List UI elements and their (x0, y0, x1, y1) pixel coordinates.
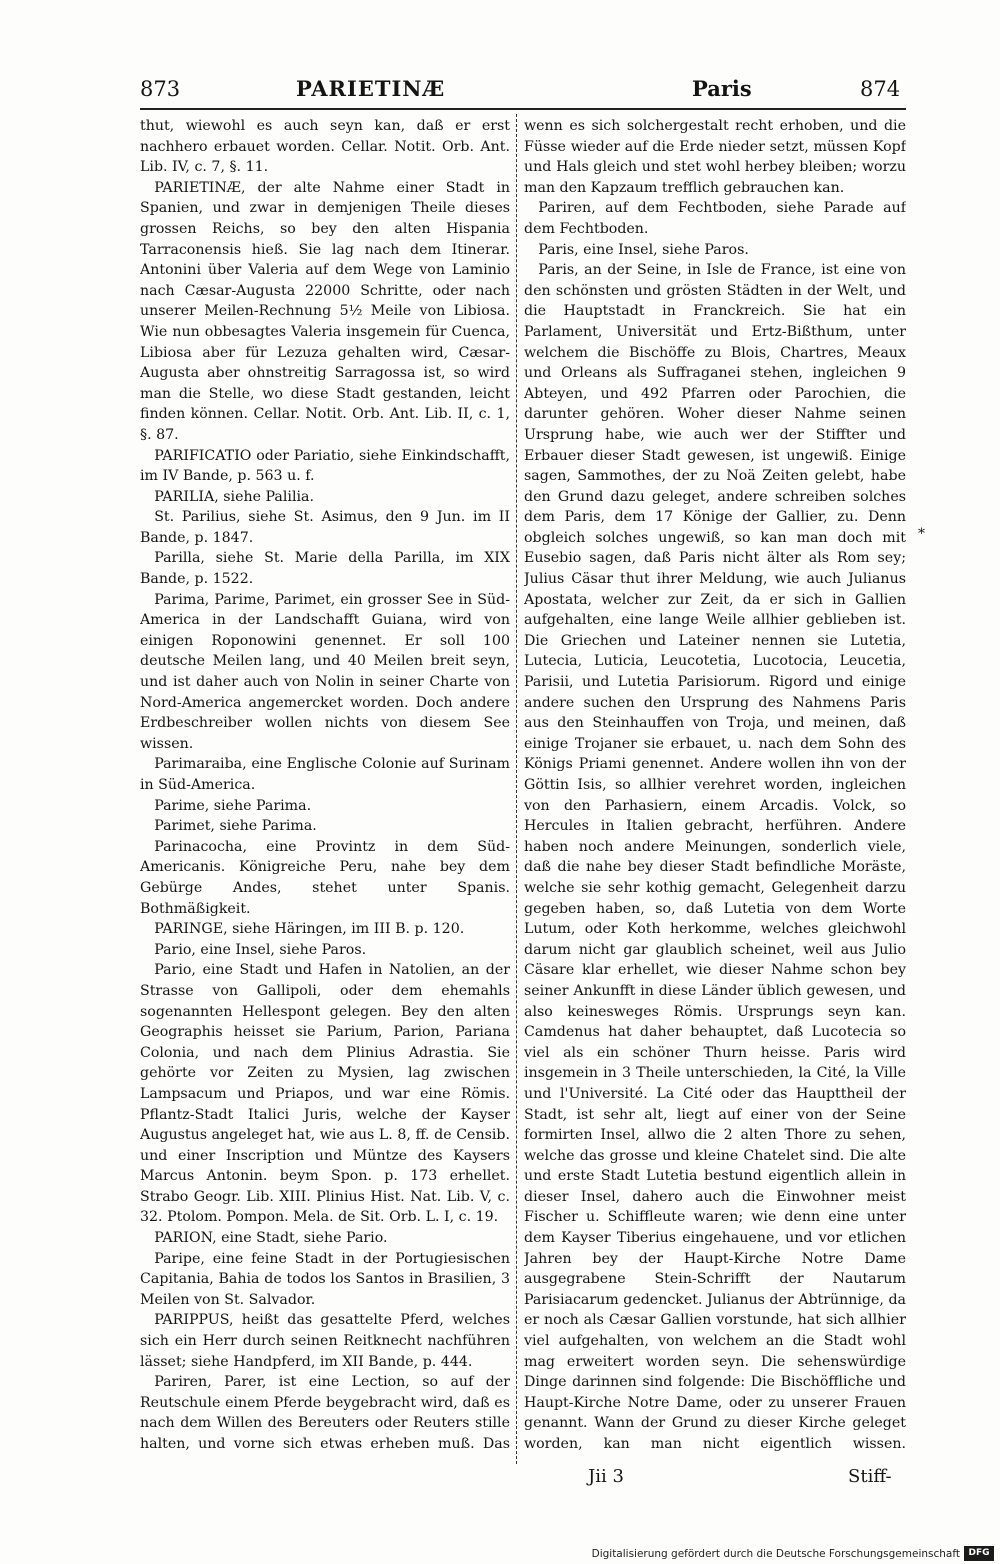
running-head-right: Paris (692, 76, 752, 101)
entry-paragraph: PARIFICATIO oder Pariatio, siehe Einkindschafft, im IV Bande, p. 563 u. f. (140, 447, 510, 485)
left-column (140, 116, 510, 1456)
dfg-logo: DFG (964, 1546, 994, 1561)
entry-paragraph: Pariren, auf dem Fechtboden, siehe Parade auf dem Fechtboden. (524, 200, 906, 237)
entry-paragraph: PARIETINÆ, der alte Nahme einer Stadt in Spanien, und zwar in demjenigen Theile dieses grossen Reichs, so bey den alten Hispania Tarraconensis hieß. Sie lag nach dem Itinerar. Antonini über Valeria auf dem Wege von Laminio nach Cæsar-Augusta 22000 Schritte, oder nach unserer Meilen-Rechnung 5½ Meile von Libiosa. Wie nun obbesagtes Valeria insgemein für Cuenca, Libiosa aber für Lezuza gehalten wird, Cæsar-Augusta aber ohnstreitig Sarragossa ist, so wird man die Stelle, wo diese Stadt gestanden, leicht finden können. Cellar. Notit. Orb. Ant. Lib. II, c. 1, §. 87. (140, 179, 510, 443)
entry-paragraph: PARIPPUS, heißt das gesattelte Pferd, welches sich ein Herr durch seinen Reitknecht nachführen lässet; siehe Handpferd, im XII Bande, p. 444. (140, 1312, 510, 1370)
margin-mark: * (918, 526, 925, 542)
page-number-right: 874 (860, 77, 901, 101)
entry-paragraph: Parimet, siehe Parima. (154, 818, 317, 835)
entry-paragraph: Pario, eine Insel, siehe Paros. (154, 941, 367, 958)
entry-paragraph: Parima, Parime, Parimet, ein grosser See in Süd-America in der Landschafft Guiana, wird von einigen Roponowini genennet. Er soll 100 deutsche Meilen lang, und 40 Meilen breit seyn, und ist daher auch von Nolin in seiner Charte von Nord-America angemercket worden. Doch andere Erdbeschreiber wollen nichts von diesem See wissen. (140, 591, 510, 752)
entry-paragraph: Parilla, siehe St. Marie della Parilla, im XIX Bande, p. 1522. (140, 550, 510, 588)
entry-paragraph: PARINGE, siehe Häringen, im III B. p. 120. (154, 921, 465, 938)
entry-paragraph: Paris, an der Seine, in Isle de France, ist eine von den schönsten und grösten Städten in der Welt, und die Hauptstadt in Franckreich. Sie hat ein Parlament, Universität und Ertz-Bißthum, unter welchem die Bischöffe zu Blois, Chartres, Meaux und Orleans als Suffraganei stehen, ingleichen 9 Abteyen, und 492 Pfarren oder Parochien, die darunter gehören. Woher dieser Nahme seinen Ursprung habe, wie auch wer der Stiffter und Erbauer dieser Stadt gewesen, ist ungewiß. Einige sagen, Sammothes, der zu Noä Zeiten gelebt, habe den Grund dazu geleget, andere schreiben solches dem Paris, dem 17 Könige der Gallier, zu. Denn obgleich solches ungewiß, so kan man doch mit Eusebio sagen, daß Paris nicht älter als Rom sey; Julius Cäsar thut ihrer Meldung, wie auch Julianus Apostata, welcher zur Zeit, da er sich in Gallien aufgehalten, eine lange Weile allhier geblieben ist. Die Griechen und Lateiner nennen sie Lutetia, Lutecia, Luticia, Leucotetia, Lucotocia, Leucetia, Parisii, und Lutetia Parisiorum. Rigord und einige andere suchen den Ursprung des Nahmens Paris aus den Steinhauffen von Troja, und meinen, daß einige Trojaner sie erbauet, u. nach dem Sohn des Königs Priami genennet. Andere wollen ihn von der Göttin Isis, so allhier verehret worden, ingleichen von den Parhasiern, einem Arcadis. Volck, so Hercules in Italien gebracht, herführen. Andere haben noch andere Meinungen, sonderlich viele, daß die nahe bey dieser Stadt befindliche Moräste, welche sie sehr kothig gemacht, Gelegenheit darzu gegeben haben, so, daß Lutetia von dem Worte Lutum, oder Koth herkomme, welches gleichwohl darum nicht gar glaublich scheinet, weil aus Julio Cäsare klar erhellet, wie dieser Nahme schon bey seiner Ankunfft in diese Länder üblich gewesen, und also keinesweges Römis. Ursprungs seyn kan. Camdenus hat daher behauptet, daß Lucotecia so viel als ein schöner Thurn heisse. Paris wird insgemein in 3 Theile unterschieden, la Cité, la Ville und l'Université. La Cité oder das Haupttheil der Stadt, ist sehr alt, liegt auf einer von der Seine formirten Insel, allwo die 2 alten Thore zu sehen, welche das grosse und kleine Chatelet sind. Die alte und erste Stadt Lutetia bestund eigentlich allein in dieser Insel, dahero auch die Einwohner meist Fischer u. Schiffleute waren; wie denn eine unter dem Kayser Tiberius eingehauene, und vor etlichen Jahren bey der Haupt-Kirche Notre Dame ausgegrabene Stein-Schrifft der Nautarum Parisiacarum gedencket. Julianus der Abtrünnige, da er noch als Cæsar Gallien vorstunde, hat sich allhier viel aufgehalten, von welchem an die Stadt wohl mag erweitert worden seyn. Die sehenswürdige Dinge darinnen sind folgende: Die Bischöffliche und Haupt-Kirche Notre Dame, oder zu unserer Frauen genannt. Wann der Grund zu dieser Kirche geleget worden, kan man nicht eigentlich wissen. (524, 262, 906, 1452)
running-head-left: PARIETINÆ (296, 76, 446, 101)
entry-paragraph: thut, wiewohl es auch seyn kan, daß er erst nachhero erbauet worden. Cellar. Notit. Orb. Ant. Lib. IV, c. 7, §. 11. (140, 118, 510, 176)
entry-paragraph: Parimaraiba, eine Englische Colonie auf Surinam in Süd-America. (140, 756, 510, 793)
header-rule (140, 108, 906, 110)
right-column (524, 116, 906, 1456)
catchword: Stiff- (848, 1466, 892, 1487)
entry-paragraph: PARION, eine Stadt, siehe Pario. (154, 1230, 388, 1247)
entry-paragraph: Parinacocha, eine Provintz in dem Süd-Americanis. Königreiche Peru, nahe bey dem Gebürge Andes, stehet unter Spanis. Bothmäßigkeit. (140, 838, 510, 917)
entry-paragraph: Parime, siehe Parima. (154, 797, 312, 814)
entry-paragraph: Paris, eine Insel, siehe Paros. (538, 241, 749, 258)
entry-paragraph: PARILIA, siehe Palilia. (154, 488, 314, 505)
page-number-left: 873 (140, 77, 181, 101)
entry-paragraph: wenn es sich solchergestalt recht erhoben, und die Füsse wieder auf die Erde nieder setzt, müssen Kopf und Hals gleich und stet wohl herbey bleiben; worzu man den Kapzaum trefflich gebrauchen kan. (524, 118, 906, 196)
entry-paragraph: Paripe, eine feine Stadt in der Portugiesischen Capitania, Bahia de todos los Santos in Brasilien, 3 Meilen von St. Salvador. (140, 1250, 510, 1308)
entry-paragraph: St. Parilius, siehe St. Asimus, den 9 Jun. im II Bande, p. 1847. (140, 509, 510, 546)
entry-paragraph: Pario, eine Stadt und Hafen in Natolien, an der Strasse von Gallipoli, oder dem ehemahls sogenannten Hellespont gelegen. Bey den alten Geographis heisset sie Parium, Parion, Pariana Colonia, und nach dem Plinius Adrastia. Sie gehörte vor Zeiten zu Mysien, lag zwischen Lampsacum und Priapos, und war eine Römis. Pflantz-Stadt Italici Juris, welche der Kayser Augustus angeleget hat, wie aus L. 8, ff. de Censib. und einer Inscription und Müntze des Kaysers Marcus Antonin. beym Spon. p. 173 erhellet. Strabo Geogr. Lib. XIII. Plinius Hist. Nat. Lib. V, c. 32. Ptolom. Pompon. Mela. de Sit. Orb. L. I, c. 19. (140, 962, 510, 1226)
signature-mark: Jii 3 (588, 1466, 624, 1487)
digitization-credit: Digitalisierung gefördert durch die Deutsche Forschungsgemeinschaft (591, 1548, 960, 1560)
entry-paragraph: Pariren, Parer, ist eine Lection, so auf der Reutschule einem Pferde beygebracht wird, daß es nach dem Willen des Bereuters oder Reuters stille halten, und vorne sich etwas erheben muß. Das (140, 1374, 510, 1452)
column-divider (516, 114, 518, 1464)
